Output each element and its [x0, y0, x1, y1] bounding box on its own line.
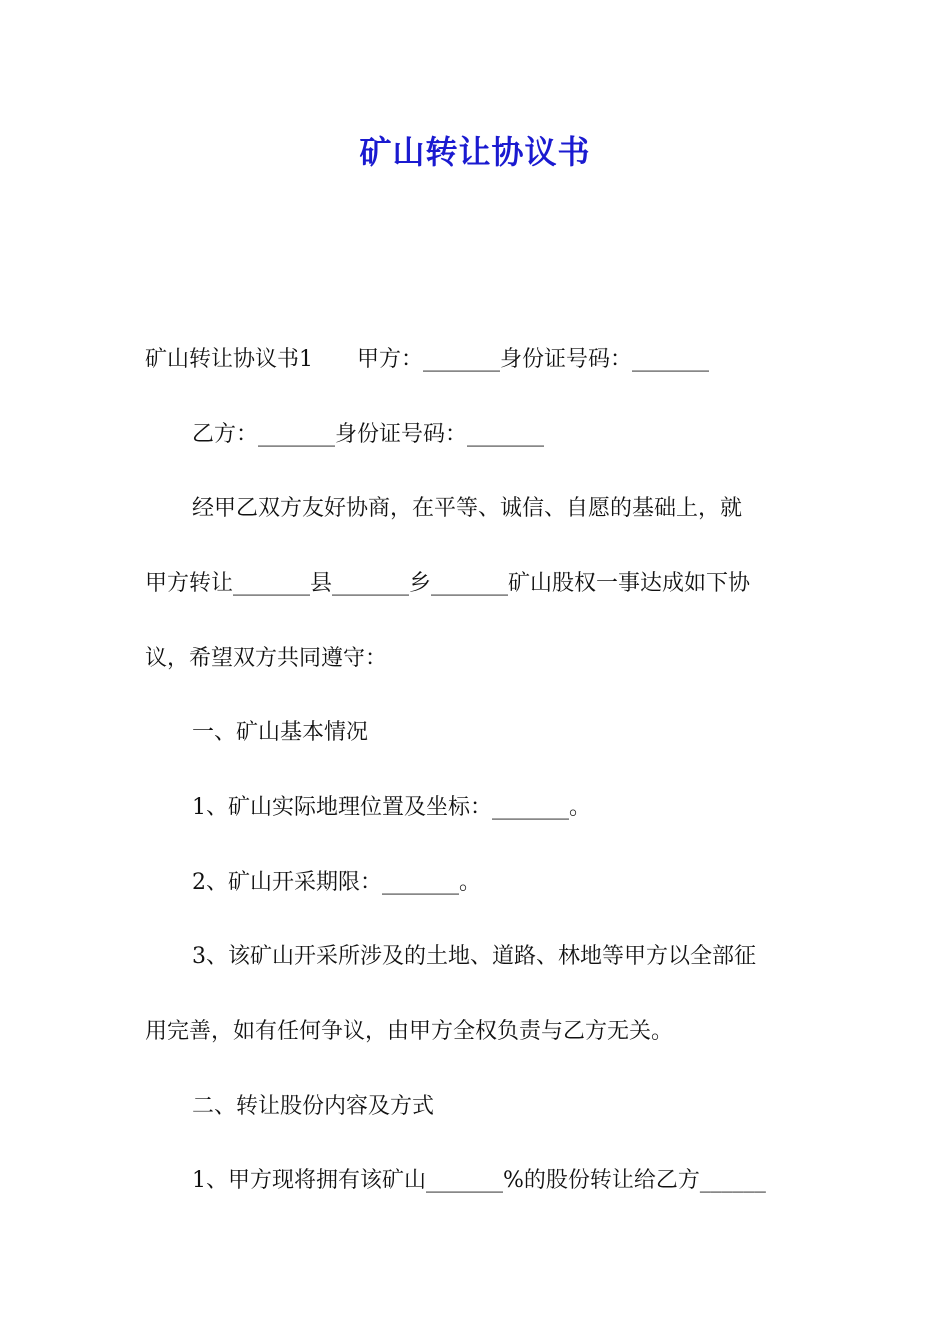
paragraph-line-12: 1、甲方现将拥有该矿山_______%的股份转让给乙方______ [192, 1168, 766, 1193]
paragraph-line-8: 2、矿山开采期限：_______。 [192, 870, 481, 895]
section-heading-2: 二、转让股份内容及方式 [192, 1094, 435, 1119]
paragraph-line-10: 用完善，如有任何争议，由甲方全权负责与乙方无关。 [145, 1019, 674, 1044]
section-heading-1: 一、矿山基本情况 [192, 720, 369, 745]
paragraph-line-1: 矿山转让协议书1 甲方：_______身份证号码：_______ [145, 347, 709, 372]
paragraph-line-7: 1、矿山实际地理位置及坐标：_______。 [192, 795, 591, 820]
document-title: 矿山转让协议书 [359, 133, 591, 171]
paragraph-line-9: 3、该矿山开采所涉及的土地、道路、林地等甲方以全部征 [192, 944, 756, 969]
paragraph-line-3: 经甲乙双方友好协商，在平等、诚信、自愿的基础上，就 [192, 496, 743, 521]
paragraph-line-5: 议，希望双方共同遵守： [145, 646, 388, 671]
paragraph-line-2: 乙方：_______身份证号码：_______ [192, 422, 545, 447]
paragraph-line-4: 甲方转让_______县_______乡_______矿山股权一事达成如下协 [145, 571, 751, 596]
